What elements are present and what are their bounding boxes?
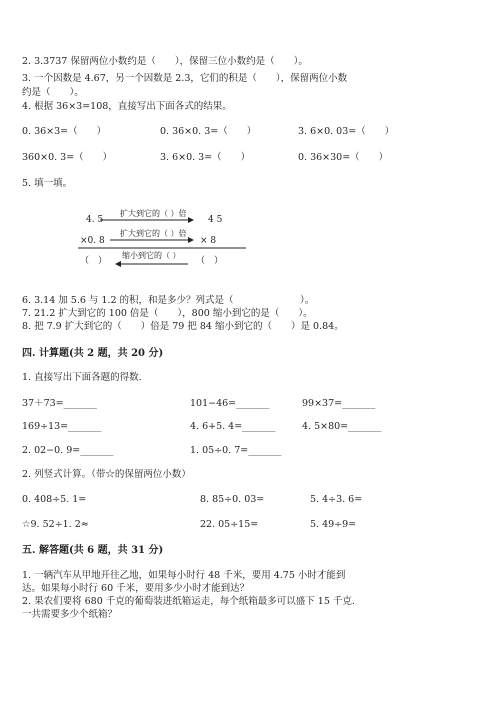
question-3-line-1: 3. 一个因数是 4.67，另一个因数是 2.3，它们的积是（ ），保留两位小数 — [22, 73, 348, 84]
question-5: 5. 填一填。 — [22, 178, 73, 189]
calc-1-item: 1. 05÷0. 7=_______ — [190, 445, 282, 456]
calc-2-item: 5. 49÷9= — [310, 519, 357, 530]
question-8: 8. 把 7.9 扩大到它的（ ）倍是 79 把 84 缩小到它的（ ）是 0.84。 — [22, 321, 344, 332]
problem-1-line-1: 1. 一辆汽车从甲地开往乙地，如果每小时行 48 千米，要用 4.75 小时才能到 — [22, 570, 346, 581]
number-45: 4 5 — [208, 215, 223, 225]
calc-1-item: 169÷13=_______ — [22, 421, 102, 432]
calc-2-item: 5. 4÷3. 6= — [310, 494, 363, 505]
calc-2-item: 22. 05÷15= — [200, 519, 259, 530]
q4-item: 0. 36×0. 3=（ ） — [160, 126, 257, 137]
calc-2-item: 8. 85÷0. 03= — [200, 494, 265, 505]
expand-label-1: 扩大到它的（ ）倍 — [120, 209, 187, 218]
q4-item: 3. 6×0. 03=（ ） — [298, 126, 395, 137]
question-3-line-2: 约是（ ）。 — [22, 87, 84, 98]
shrink-label: 缩小到它的（ ） — [122, 251, 181, 260]
q4-item: 360×0. 3=（ ） — [22, 152, 113, 163]
question-7: 7. 21.2 扩大到它的 100 倍是（ ），800 缩小到它的是（ ）。 — [22, 308, 313, 319]
section-5-title: 五. 解答题(共 6 题，共 31 分) — [22, 545, 164, 556]
problem-2-line-2: 一共需要多少个纸箱？ — [22, 609, 118, 620]
calc-2-item: 0. 408÷5. 1= — [22, 494, 87, 505]
section-4-title: 四. 计算题(共 2 题，共 20 分) — [22, 348, 164, 359]
calc-1-prompt: 1. 直接写出下面各题的得数. — [22, 372, 142, 383]
multiplication-diagram — [78, 208, 248, 272]
calc-1-item: 99×37=_______ — [302, 398, 376, 409]
calc-1-item: 2. 02−0. 9=_______ — [22, 445, 114, 456]
calc-2-item: ☆9. 52÷1. 2≈ — [22, 519, 89, 530]
multiplier-0-8: ×0. 8 — [80, 236, 105, 246]
calc-1-item: 101−46=_______ — [190, 398, 270, 409]
calc-1-item: 4. 6+5. 4=_______ — [190, 421, 276, 432]
question-2: 2. 3.3737 保留两位小数约是（ ），保留三位小数约是（ ）。 — [22, 56, 308, 67]
problem-1-line-2: 达。如果每小时行 60 千米，要用多少小时才能到达？ — [22, 583, 250, 594]
calc-1-item: 4. 5×80=_______ — [302, 421, 382, 432]
answer-blank-left: （ ） — [80, 256, 108, 266]
expand-label-2: 扩大到它的（ ）倍 — [120, 229, 187, 238]
question-4: 4. 根据 36×3=108，直接写出下面各式的结果。 — [22, 101, 232, 112]
calc-1-item: 37＋73=_______ — [22, 398, 97, 409]
problem-2-line-1: 2. 果农们要将 680 千克的葡萄装进纸箱运走，每个纸箱最多可以盛下 15 千克. — [22, 596, 355, 607]
calc-2-prompt: 2. 列竖式计算。（带☆的保留两位小数） — [22, 469, 191, 480]
multiplier-8: × 8 — [200, 236, 217, 246]
number-4-5: 4. 5 — [86, 215, 104, 225]
q4-item: 0. 36×3=（ ） — [22, 126, 107, 137]
answer-blank-right: （ ） — [196, 256, 224, 266]
q4-item: 0. 36×30=（ ） — [298, 152, 389, 163]
q4-item: 3. 6×0. 3=（ ） — [160, 152, 251, 163]
question-6: 6. 3.14 加 5.6 与 1.2 的积，和是多少？列式是（ ）。 — [22, 295, 315, 306]
